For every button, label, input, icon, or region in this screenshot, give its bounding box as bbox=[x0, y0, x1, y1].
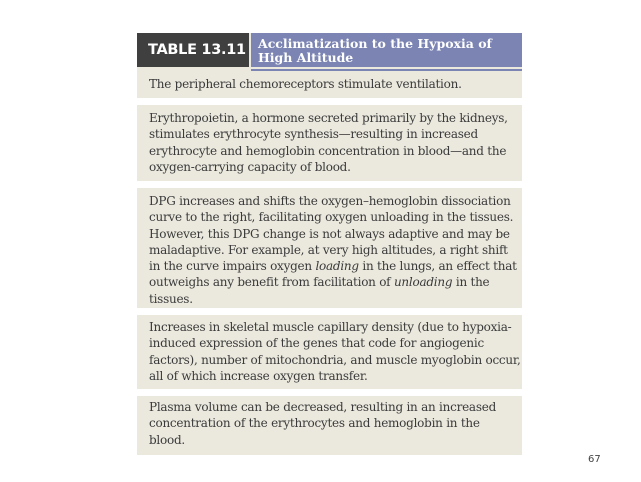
row-text: in the lungs, an effect that bbox=[358, 259, 517, 274]
row-line: all of which increase oxygen transfer. bbox=[149, 368, 368, 383]
row-text: outweighs any benefit from facilitation of bbox=[149, 275, 394, 290]
row-divider bbox=[137, 308, 522, 315]
table-title-line: High Altitude bbox=[258, 49, 354, 65]
row-line: factors), number of mitochondria, and muscle myoglobin occur, bbox=[149, 352, 521, 367]
row-divider bbox=[137, 181, 522, 188]
row-line: Plasma volume can be decreased, resulting in an increased bbox=[149, 400, 497, 414]
row-line: Increases in skeletal muscle capillary density (due to hypoxia- bbox=[149, 320, 512, 334]
row-text: in the curve impairs oxygen bbox=[149, 259, 316, 274]
table-row-ventilation bbox=[137, 76, 522, 92]
row-line: blood. bbox=[149, 432, 185, 447]
title-underline bbox=[251, 69, 522, 71]
row-line: DPG increases and shifts the oxygen–hemoglobin dissociation bbox=[149, 194, 511, 208]
table-row-plasma bbox=[137, 399, 522, 448]
row-divider bbox=[137, 389, 522, 396]
row-divider bbox=[137, 98, 522, 105]
row-text: in the bbox=[452, 275, 490, 290]
row-line: The peripheral chemoreceptors stimulate ventilation. bbox=[149, 77, 462, 91]
row-line: tissues. bbox=[149, 291, 193, 306]
row-line: induced expression of the genes that code for angiogenic bbox=[149, 336, 484, 351]
table-row-muscle bbox=[137, 319, 522, 384]
row-emphasis: unloading bbox=[393, 275, 453, 290]
table-header bbox=[137, 33, 522, 73]
altitude-table bbox=[137, 33, 522, 455]
row-line: erythrocyte and hemoglobin concentration in blood—and the bbox=[149, 143, 507, 158]
row-line: oxygen-carrying capacity of blood. bbox=[149, 159, 351, 174]
row-emphasis: loading bbox=[315, 259, 359, 274]
row-line bbox=[149, 274, 522, 290]
row-line: curve to the right, facilitating oxygen unloading in the tissues. bbox=[149, 210, 514, 225]
table-title-line: Acclimatization to the Hypoxia of bbox=[258, 36, 492, 51]
row-line bbox=[149, 258, 522, 274]
row-line: concentration of the erythrocytes and hemoglobin in the bbox=[149, 416, 480, 431]
row-line: stimulates erythrocyte synthesis—resulting in increased bbox=[149, 127, 478, 142]
table-label: TABLE 13.11 bbox=[137, 33, 249, 67]
page-number: 67 bbox=[588, 454, 601, 465]
row-line: maladaptive. For example, at very high altitudes, a right shift bbox=[149, 242, 508, 257]
table-row-erythropoietin bbox=[137, 110, 522, 175]
table-title bbox=[251, 33, 522, 67]
row-line: Erythropoietin, a hormone secreted primarily by the kidneys, bbox=[149, 111, 508, 125]
table-row-dpg bbox=[137, 193, 522, 307]
row-line: However, this DPG change is not always adaptive and may be bbox=[149, 226, 510, 241]
